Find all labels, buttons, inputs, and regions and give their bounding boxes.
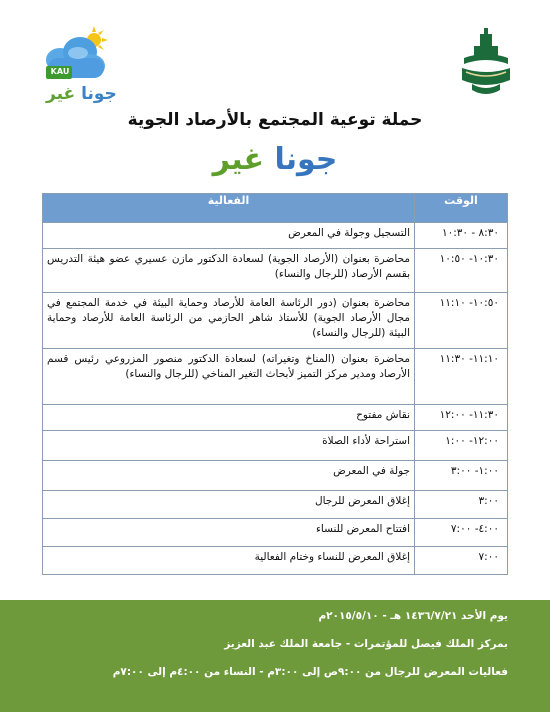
schedule-activity: إغلاق المعرض للنساء وختام الفعالية xyxy=(43,547,415,575)
kau-badge: KAU xyxy=(50,67,70,76)
event-date: يوم الأحد ١٤٣٦/٧/٢١ هـ - ٢٠١٥/٥/١٠م xyxy=(318,610,508,622)
schedule-header-row xyxy=(43,194,508,223)
campaign-slogan xyxy=(0,142,550,177)
slogan-word-1: جونا xyxy=(274,142,338,177)
brand-wordmark xyxy=(46,84,117,104)
schedule-row xyxy=(43,293,508,349)
event-info-footer xyxy=(0,600,550,712)
schedule-time: ١١:١٠- ١١:٣٠ xyxy=(415,349,508,405)
schedule-time: ٧:٠٠ xyxy=(415,547,508,575)
schedule-row xyxy=(43,519,508,547)
schedule-time: ٣:٠٠ xyxy=(415,491,508,519)
university-emblem-icon xyxy=(458,28,514,100)
slogan-word-2: غير xyxy=(212,142,264,177)
campaign-title: حملة توعية المجتمع بالأرصاد الجوية xyxy=(127,110,423,130)
schedule-activity: محاضرة بعنوان (الأرصاد الجوية) لسعادة الدكتور مازن عسيري عضو هيئة التدريس بقسم الأرصاد (للرجال والنساء) xyxy=(43,249,415,293)
schedule-time: ١٠:٣٠- ١٠:٥٠ xyxy=(415,249,508,293)
schedule-row xyxy=(43,249,508,293)
schedule-table xyxy=(42,193,508,575)
time-column-header: الوقت xyxy=(415,194,508,223)
exhibition-hours: فعاليات المعرض للرجال من ٩:٠٠ص إلى ٣:٠٠م - النساء من ٤:٠٠م إلى ٧:٠٠م xyxy=(112,666,508,678)
schedule-time: ١٢:٠٠- ١:٠٠ xyxy=(415,431,508,461)
schedule-row xyxy=(43,405,508,431)
schedule-time: ٨:٣٠ - ١٠:٣٠ xyxy=(415,223,508,249)
schedule-row xyxy=(43,223,508,249)
schedule-row xyxy=(43,547,508,575)
schedule-time: ٤:٠٠- ٧:٠٠ xyxy=(415,519,508,547)
event-venue: بمركز الملك فيصل للمؤتمرات - جامعة الملك عبد العزيز xyxy=(224,638,508,650)
schedule-activity: افتتاح المعرض للنساء xyxy=(43,519,415,547)
activity-column-header: الفعالية xyxy=(43,194,415,223)
schedule-activity: جولة في المعرض xyxy=(43,461,415,491)
university-emblem xyxy=(458,28,514,100)
schedule-row xyxy=(43,461,508,491)
schedule-activity: محاضرة بعنوان (دور الرئاسة العامة للأرصاد وحماية البيئة في خدمة المجتمع في مجال الأرصاد الجوية) للأستاذ شاهر الحازمي من الرئاسة العامة للأرصاد وحماية البيئة (للرجال والنساء) xyxy=(43,293,415,349)
schedule-activity: إغلاق المعرض للرجال xyxy=(43,491,415,519)
schedule-time: ١١:٣٠- ١٢:٠٠ xyxy=(415,405,508,431)
brand-word-2: غير xyxy=(46,84,76,104)
schedule-activity: استراحة لأداء الصلاة xyxy=(43,431,415,461)
schedule-activity: محاضرة بعنوان (المناخ وتغيراته) لسعادة الدكتور منصور المزروعي رئيس قسم الأرصاد ومدير مركز التميز لأبحاث التغير المناخي (للرجال والنساء) xyxy=(43,349,415,405)
brand-word-1: جونا xyxy=(81,84,117,104)
schedule-time: ١:٠٠- ٣:٠٠ xyxy=(415,461,508,491)
schedule-row xyxy=(43,431,508,461)
schedule-time: ١٠:٥٠- ١١:١٠ xyxy=(415,293,508,349)
schedule-activity: التسجيل وجولة في المعرض xyxy=(43,223,415,249)
schedule-row xyxy=(43,491,508,519)
schedule-activity: نقاش مفتوح xyxy=(43,405,415,431)
schedule-row xyxy=(43,349,508,405)
